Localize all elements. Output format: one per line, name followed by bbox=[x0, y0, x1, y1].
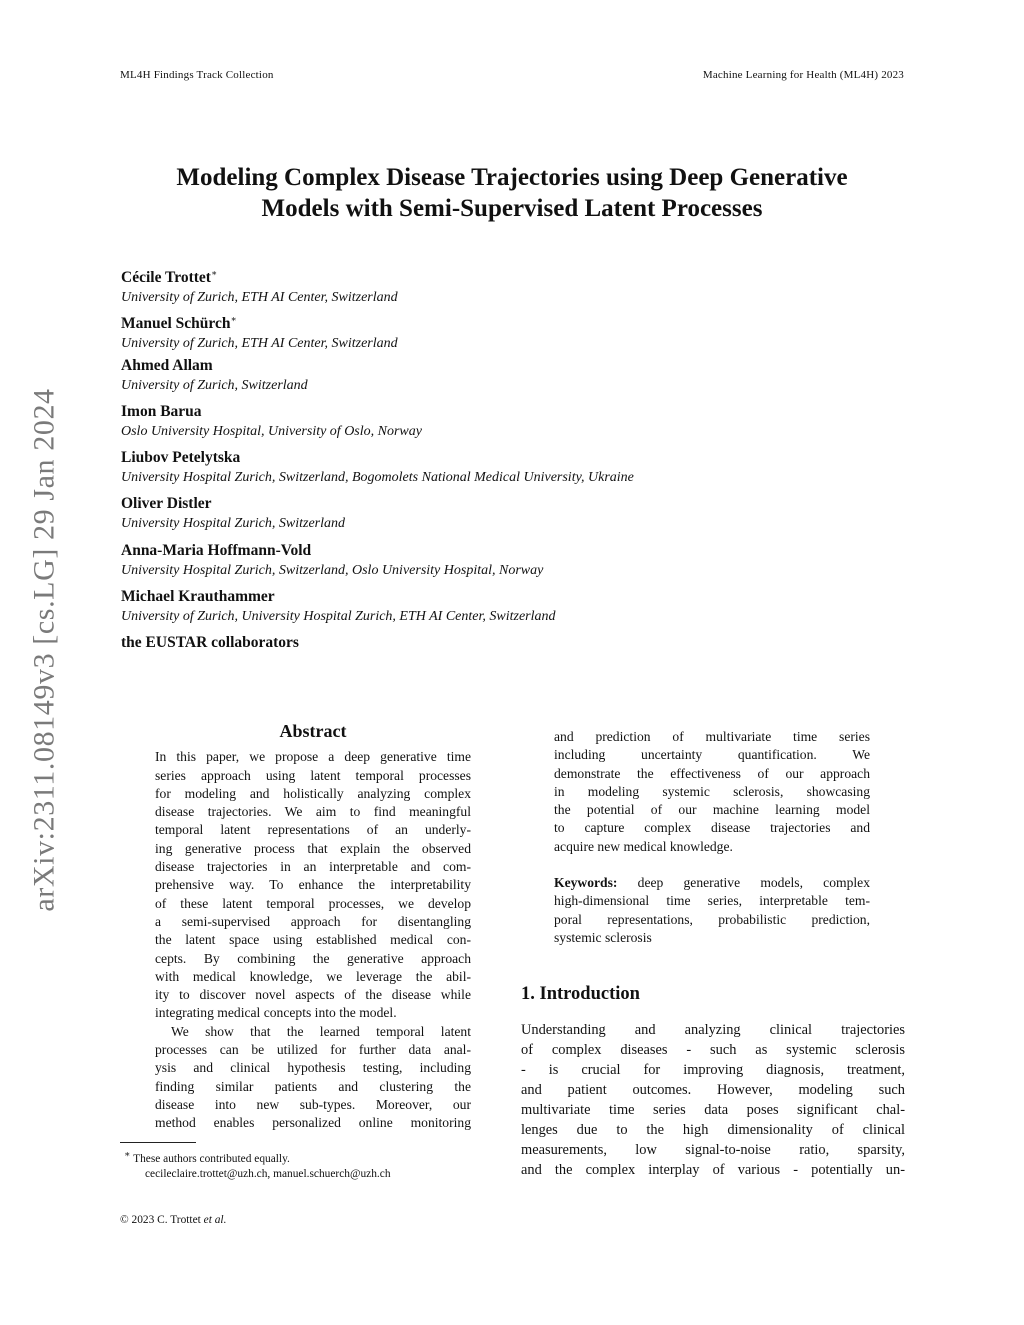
author-block bbox=[121, 262, 921, 308]
author-affiliation: University Hospital Zurich, Switzerland, Bogomolets National Medical University, Ukraine bbox=[121, 470, 634, 486]
abstract-continued-section bbox=[554, 728, 870, 947]
abstract-line: processes can be utilized for further data anal- bbox=[155, 1042, 471, 1058]
author-block bbox=[121, 493, 921, 539]
abstract-line: in modeling systemic sclerosis, showcasing bbox=[554, 783, 870, 799]
abstract-line: ity to discover novel aspects of the disease while bbox=[155, 987, 471, 1003]
abstract-line: integrating medical concepts into the model. bbox=[155, 1005, 397, 1021]
author-name: Anna-Maria Hoffmann-Vold bbox=[121, 541, 312, 559]
author-name: Cécile Trottet∗ bbox=[121, 268, 218, 286]
abstract-line: acquire new medical knowledge. bbox=[554, 838, 733, 854]
abstract-line: a semi-supervised approach for disentangling bbox=[155, 913, 471, 929]
introduction-line: Understanding and analyzing clinical trajectories bbox=[521, 1022, 905, 1038]
keywords-label: Keywords: bbox=[554, 875, 618, 891]
author-block bbox=[121, 355, 921, 401]
abstract-line: method enables personalized online monitoring bbox=[155, 1115, 471, 1131]
author-affiliation: University of Zurich, University Hospital Zurich, ETH AI Center, Switzerland bbox=[121, 609, 556, 625]
copyright-symbol: © bbox=[120, 1214, 129, 1226]
author-affiliation: University of Zurich, ETH AI Center, Switzerland bbox=[121, 290, 398, 305]
footnote-emails: cecileclaire.trottet@uzh.ch, manuel.schuerch@uzh.ch bbox=[145, 1167, 391, 1180]
author-affiliation: University of Zurich, Switzerland bbox=[121, 377, 308, 393]
introduction-line: - is crucial for improving diagnosis, treatment, bbox=[521, 1062, 905, 1078]
author-name: Ahmed Allam bbox=[121, 356, 213, 374]
abstract-line: the latent space using established medical con- bbox=[155, 932, 471, 948]
running-header-right: Machine Learning for Health (ML4H) 2023 bbox=[702, 69, 904, 81]
abstract-line: of these latent temporal processes, we develop bbox=[155, 895, 471, 911]
author-block bbox=[121, 447, 921, 493]
keywords-block bbox=[554, 874, 870, 947]
abstract-line: We show that the learned temporal latent bbox=[171, 1023, 471, 1039]
author-block bbox=[121, 632, 921, 678]
abstract-line: with medical knowledge, we leverage the abil- bbox=[155, 968, 471, 984]
copyright-etal: et al. bbox=[203, 1214, 227, 1226]
copyright-notice bbox=[120, 1214, 226, 1226]
keywords-line: poral representations, probabilistic prediction, bbox=[554, 911, 870, 927]
author-name: Manuel Schürch∗ bbox=[121, 314, 237, 333]
author-block bbox=[121, 586, 921, 632]
abstract-line: for modeling and holistically analyzing complex bbox=[155, 785, 471, 801]
introduction-line: and the complex interplay of various - potentially un- bbox=[521, 1162, 905, 1178]
footnote bbox=[120, 1148, 500, 1182]
arxiv-identifier-stamp bbox=[10, 360, 80, 940]
equal-contribution-mark: ∗ bbox=[230, 314, 237, 325]
introduction-line: of complex diseases - such as systemic sclerosis bbox=[521, 1042, 905, 1058]
abstract-line: In this paper, we propose a deep generative time bbox=[155, 749, 471, 765]
introduction-line: lenges due to the high dimensionality of clinical bbox=[521, 1122, 905, 1138]
abstract-line: series approach using latent temporal processes bbox=[155, 767, 471, 783]
paper-title bbox=[110, 162, 914, 224]
author-affiliation: Oslo University Hospital, University of Oslo, Norway bbox=[121, 423, 422, 439]
arxiv-identifier-text: arXiv:2311.08149v3 [cs.LG] 29 Jan 2024 bbox=[28, 388, 61, 912]
keywords-line: high-dimensional time series, interpretable tem- bbox=[554, 893, 870, 909]
author-name-collaborators: the EUSTAR collaborators bbox=[121, 634, 299, 652]
abstract-paragraph-1 bbox=[155, 748, 471, 1022]
introduction-paragraph bbox=[521, 1020, 905, 1180]
abstract-paragraph-2 bbox=[155, 1023, 471, 1133]
keywords-text: deep generative models, complex bbox=[617, 875, 870, 891]
running-header-left: ML4H Findings Track Collection bbox=[120, 69, 274, 81]
abstract-line: finding similar patients and clustering the bbox=[155, 1078, 471, 1094]
title-line-2: Models with Semi-Supervised Latent Processes bbox=[261, 195, 763, 222]
abstract-heading: Abstract bbox=[279, 721, 347, 741]
author-name: Oliver Distler bbox=[121, 495, 212, 513]
author-affiliation: University Hospital Zurich, Switzerland, Oslo University Hospital, Norway bbox=[121, 562, 544, 578]
title-line-1: Modeling Complex Disease Trajectories using Deep Generative bbox=[176, 164, 848, 191]
author-name: Liubov Petelytska bbox=[121, 449, 241, 467]
abstract-section bbox=[155, 722, 471, 1133]
abstract-line: ing generative process that explain the observed bbox=[155, 840, 471, 856]
abstract-line: cepts. By combining the generative approach bbox=[155, 950, 471, 966]
abstract-line: to capture complex disease trajectories and bbox=[554, 820, 870, 836]
introduction-line: multivariate time series data poses significant chal- bbox=[521, 1102, 905, 1118]
keywords-line: systemic sclerosis bbox=[554, 929, 652, 945]
author-block bbox=[121, 401, 921, 447]
keywords-first-line bbox=[554, 874, 870, 892]
abstract-line: ysis and clinical hypothesis testing, including bbox=[155, 1060, 471, 1076]
abstract-line: including uncertainty quantification. We bbox=[554, 747, 870, 763]
footnote-mark: ∗ bbox=[124, 1150, 131, 1160]
author-block bbox=[121, 540, 921, 586]
abstract-line: disease trajectories. We aim to find meaningful bbox=[155, 804, 471, 820]
introduction-heading: 1. Introduction bbox=[521, 984, 640, 1004]
author-affiliation: University of Zurich, ETH AI Center, Switzerland bbox=[121, 336, 398, 352]
copyright-text: 2023 C. Trottet bbox=[128, 1214, 204, 1226]
introduction-line: measurements, low signal-to-noise ratio, sparsity, bbox=[521, 1142, 905, 1158]
author-name: Michael Krauthammer bbox=[121, 588, 275, 606]
abstract-line: demonstrate the effectiveness of our approach bbox=[554, 765, 870, 781]
abstract-line: the potential of our machine learning model bbox=[554, 802, 870, 818]
author-block bbox=[121, 308, 921, 354]
author-list bbox=[121, 262, 921, 679]
introduction-line: and patient outcomes. However, modeling such bbox=[521, 1082, 905, 1098]
abstract-line: disease trajectories in an interpretable and com- bbox=[155, 859, 471, 875]
footnote-equal-contribution: ∗ These authors contributed equally. bbox=[124, 1150, 290, 1165]
abstract-line: and prediction of multivariate time series bbox=[554, 729, 870, 744]
abstract-paragraph-2-continued bbox=[554, 728, 870, 856]
author-affiliation: University Hospital Zurich, Switzerland bbox=[121, 516, 345, 532]
author-name: Imon Barua bbox=[121, 402, 202, 420]
footnote-rule bbox=[120, 1142, 196, 1143]
abstract-line: temporal latent representations of an underly- bbox=[155, 822, 471, 838]
equal-contribution-mark: ∗ bbox=[210, 268, 218, 278]
abstract-line: prehensive way. To enhance the interpretability bbox=[155, 877, 471, 893]
abstract-line: disease into new sub-types. Moreover, our bbox=[155, 1096, 471, 1112]
